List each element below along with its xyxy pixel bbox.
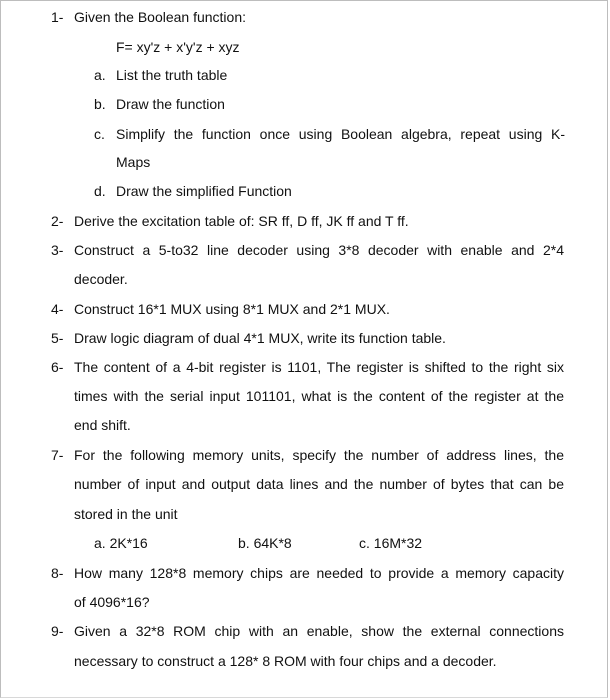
sub-question-label: c. [94, 126, 105, 142]
sub-question-text: List the truth table [116, 67, 228, 83]
boolean-formula: F= xy'z + x'y'z + xyz [116, 39, 240, 55]
question-text: Given the Boolean function: [74, 9, 247, 25]
sub-question-c-continued: Maps [116, 154, 151, 170]
memory-option-a: a. 2K*16 [94, 535, 148, 551]
question-7-line-3: stored in the unit [74, 506, 178, 522]
question-text: Construct a 5-to32 line decoder using 3*8 decoder with enable and 2*4 [74, 242, 564, 258]
question-number: 7- [51, 447, 64, 463]
question-number: 2- [51, 213, 64, 229]
sub-question-label: d. [94, 183, 106, 199]
question-6-line-3: end shift. [74, 417, 131, 433]
sub-question-label: a. [94, 67, 106, 83]
question-text: For the following memory units, specify the number of address lines, the [74, 447, 564, 463]
memory-option-b: b. 64K*8 [238, 535, 292, 551]
memory-option-c: c. 16M*32 [359, 535, 423, 551]
question-number: 9- [51, 623, 64, 639]
question-number: 4- [51, 301, 64, 317]
question-text: Derive the excitation table of: SR ff, D ff, JK ff and T ff. [74, 213, 409, 229]
question-text: times with the serial input 101101, what is the content of the register at the [74, 388, 564, 404]
sub-question-text: Draw the simplified Function [116, 183, 292, 199]
question-text: Given a 32*8 ROM chip with an enable, show the external connections [74, 623, 564, 639]
question-text: How many 128*8 memory chips are needed to provide a memory capacity [74, 565, 564, 581]
question-text: The content of a 4-bit register is 1101, The register is shifted to the right six [74, 359, 564, 375]
question-3-continued: decoder. [74, 271, 128, 287]
question-number: 1- [51, 9, 64, 25]
sub-question-text: Draw the function [116, 96, 225, 112]
question-9-continued: necessary to construct a 128* 8 ROM with four chips and a decoder. [74, 653, 497, 669]
sub-question-label: b. [94, 96, 106, 112]
question-number: 5- [51, 330, 64, 346]
question-8-continued: of 4096*16? [74, 594, 150, 610]
question-number: 6- [51, 359, 64, 375]
question-text: Draw logic diagram of dual 4*1 MUX, write its function table. [74, 330, 446, 346]
question-text: Construct 16*1 MUX using 8*1 MUX and 2*1 MUX. [74, 301, 390, 317]
sub-question-text: Simplify the function once using Boolean algebra, repeat using K- [116, 126, 565, 142]
question-number: 3- [51, 242, 64, 258]
question-text: number of input and output data lines and the number of bytes that can be [74, 476, 564, 492]
question-number: 8- [51, 565, 64, 581]
